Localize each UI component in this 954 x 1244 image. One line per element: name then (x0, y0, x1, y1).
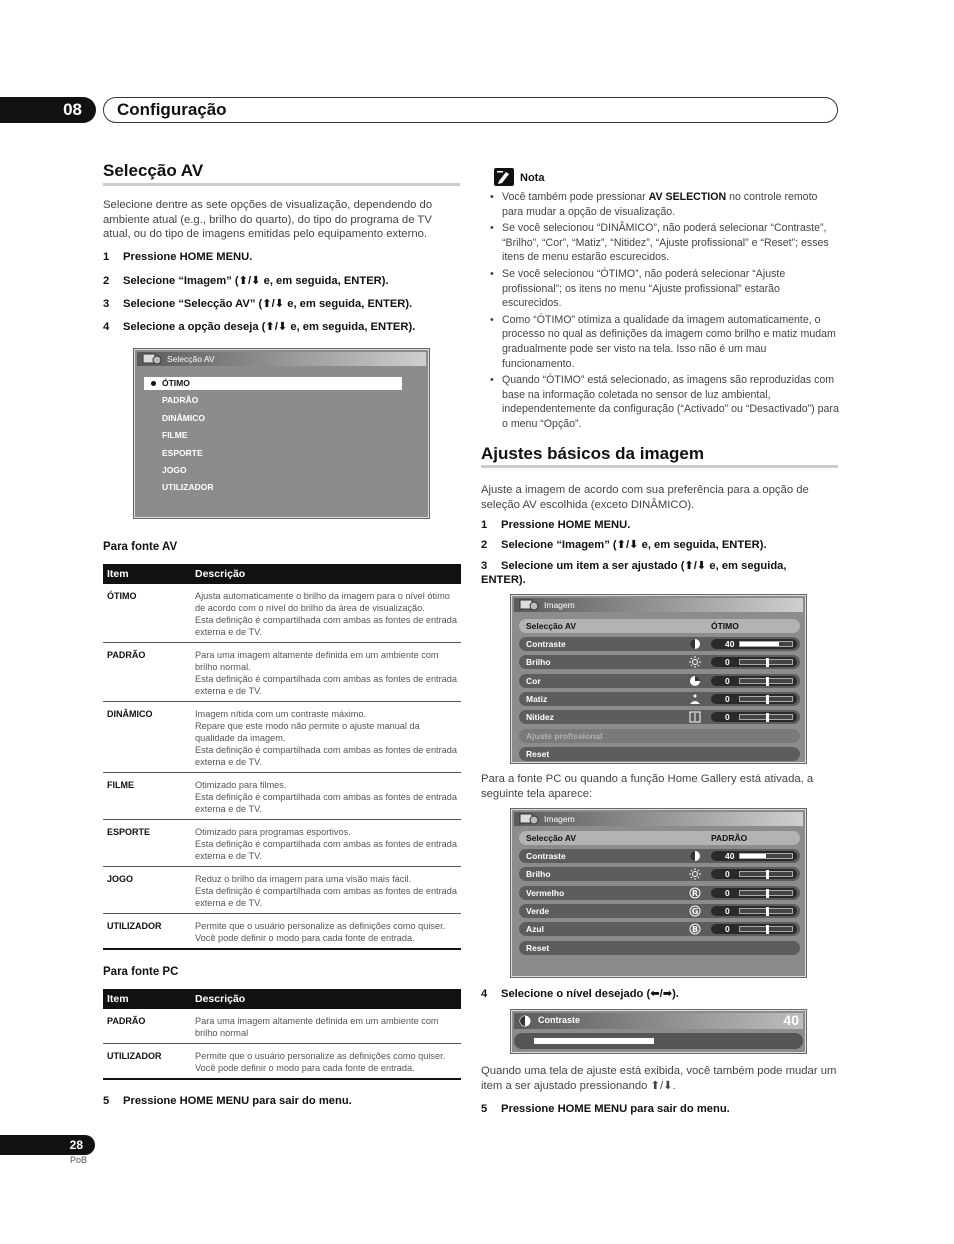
adjust-value: 0 (725, 712, 730, 723)
row-desc: Para uma imagem altamente definida em um ambiente com brilho normal (191, 1009, 461, 1044)
picture-menu-screen (510, 594, 807, 764)
adjust-row-verde[interactable] (519, 904, 800, 918)
contrast-icon (519, 1015, 531, 1027)
adjust-row-brilho[interactable] (519, 655, 800, 669)
adjust-row-contraste[interactable] (519, 637, 800, 651)
left-step-5: 5 Pressione HOME MENU para sair do menu. (103, 1095, 352, 1107)
adjust-row-label: Brilho (526, 869, 551, 880)
brightness-icon (689, 656, 701, 668)
adjust-value: 40 (783, 1012, 799, 1028)
table-row (103, 702, 461, 773)
adjust-bar (739, 678, 793, 684)
left-step-3 (103, 297, 463, 311)
step-number: 1 (103, 251, 110, 263)
pc-picture-menu-screen (510, 808, 807, 978)
right-step-1 (481, 518, 821, 532)
adjust-row-label: Cor (526, 675, 541, 686)
col-desc: Descrição (191, 564, 461, 584)
adjust-bar (739, 890, 793, 896)
note-text: Se você selecionou “ÓTIMO”, não poderá selecionar “Ajuste profissional”; os itens no menu “Ajuste profissional” estarão escurecidos. (502, 267, 786, 310)
note-item (490, 221, 840, 265)
screen-title-bar (514, 812, 803, 826)
row-item: DINÂMICO (103, 702, 191, 773)
settings-menu-icon (519, 599, 539, 611)
table-row (103, 584, 461, 643)
note-text: Quando “ÓTIMO” está selecionado, as imagens são reproduzidas com base na informação coletada no sensor de luz ambiental, independentemente da configuração (“Activado” ou “Desactivado”) para o menu “Opção”. (502, 374, 839, 430)
av-menu-item[interactable] (144, 464, 187, 477)
after-text: Quando uma tela de ajuste está exibida, você também pode mudar um item a ser ajustado pressionando ⬆/⬇. (481, 1065, 837, 1092)
av-selection-row[interactable]: Selecção AV PADRÃO (519, 831, 800, 845)
step-number: 1 (481, 519, 488, 531)
adjust-title-bar (514, 1013, 803, 1029)
table-row (103, 1009, 461, 1044)
step-text: Pressione HOME MENU. (123, 251, 253, 263)
adjust-row-label: Nitidez (526, 712, 554, 723)
adjust-bar (739, 871, 793, 877)
note-item (490, 190, 840, 219)
row-item: FILME (103, 773, 191, 820)
av-menu-item[interactable] (144, 481, 213, 494)
r-icon (689, 887, 701, 899)
section-title-av: Selecção AV (103, 161, 204, 180)
step-number: 3 (103, 298, 110, 310)
svg-text:B: B (691, 925, 699, 935)
note-pencil-icon (494, 168, 514, 186)
row-desc: Permite que o usuário personalize as definições como quiser. Você pode definir o modo para cada fonte de entrada. (191, 914, 461, 950)
tint-icon (689, 693, 701, 705)
adjust-bar-marker (766, 677, 769, 686)
adjust-bar-marker (766, 713, 769, 722)
row-item: UTILIZADOR (103, 914, 191, 950)
screen-title: Imagem (544, 600, 575, 610)
av-menu-item[interactable] (144, 412, 205, 425)
adjust-row-label: Brilho (526, 657, 551, 668)
av-menu-screen (133, 348, 430, 519)
adjust-value: 40 (725, 639, 735, 649)
screen-title: Selecção AV (167, 354, 215, 364)
step-text: Selecione um item a ser ajustado (⬆/⬇ e, em seguida, ENTER). (481, 560, 787, 586)
screen-title-bar (514, 598, 803, 612)
av-menu-item-label: ESPORTE (162, 447, 203, 458)
pc-table-heading: Para fonte PC (103, 966, 179, 978)
contrast-adjust-screen (510, 1009, 807, 1054)
row-desc: Reduz o brilho da imagem para uma visão mais fácil. Esta definição é compartilhada com ambas as fontes de entrada externa e de TV. (191, 867, 461, 914)
adjust-bar-marker (766, 907, 769, 916)
av-menu-item-label: JOGO (162, 465, 187, 475)
pc-table (103, 989, 461, 1080)
av-menu-item[interactable] (144, 429, 188, 442)
section-title-basic: Ajustes básicos da imagem (481, 444, 704, 463)
menu-row-0[interactable] (519, 941, 800, 955)
step-number: 4 (103, 321, 110, 333)
step-number: 2 (103, 275, 110, 287)
step-text: Selecione “Selecção AV” (⬆/⬇ e, em seguida, ENTER). (123, 298, 413, 310)
note-label: Nota (520, 172, 545, 184)
sharpness-icon (689, 711, 701, 723)
adjust-slider-track[interactable] (514, 1033, 803, 1049)
adjust-row-label: Verde (526, 905, 550, 916)
right-step-2 (481, 538, 821, 552)
right-step-5: 5 Pressione HOME MENU para sair do menu. (481, 1103, 730, 1115)
note-text: Se você selecionou “DINÂMICO”, não poderá selecionar “Contraste”, “Brilho”, “Cor”, “Matiz”, “Nitidez”, “Ajuste profissional” e “Reset”; esses itens de menu estarão escurecidos. (502, 222, 829, 264)
av-table-heading: Para fonte AV (103, 541, 178, 553)
adjust-label: Contraste (538, 1015, 581, 1025)
adjust-bar-marker (766, 695, 769, 704)
adjust-bar-fill (740, 854, 766, 858)
step-number: 3 (481, 560, 488, 572)
adjust-value: 0 (725, 693, 730, 704)
adjust-row-label: Contraste (526, 851, 566, 861)
adjust-bar (739, 659, 793, 665)
row-desc: Ajusta automaticamente o brilho da imagem para o nível ótimo de acordo com o nível do brilho da área de visualização. Esta definição é compartilhada com ambas as fontes de entrada externa e de TV. (191, 584, 461, 643)
adjust-bar-marker (766, 889, 769, 898)
note-text: Como “ÓTIMO” otimiza a qualidade da imagem automaticamente, o processo no qual as definições da imagem como brilho e matiz mudam gradualmente pode ser visto na tela. Isso não é um mau funcionamento. (502, 313, 836, 370)
left-step-4 (103, 320, 463, 334)
col-item: Item (103, 564, 191, 584)
av-selection-row[interactable]: Selecção AV ÓTIMO (519, 619, 800, 633)
adjust-bar (739, 714, 793, 720)
adjust-value: 40 (725, 851, 735, 861)
adjust-bar-marker (766, 870, 769, 879)
note-item (490, 313, 840, 371)
adjust-row-brilho[interactable] (519, 867, 800, 881)
note-bold: AV SELECTION (648, 191, 727, 203)
row-item: ESPORTE (103, 820, 191, 867)
row-desc: Para uma imagem altamente definida em um ambiente com brilho normal. Esta definição é compartilhada com ambas as fontes de entrada externa e de TV. (191, 643, 461, 702)
adjust-row-label: Vermelho (526, 887, 565, 898)
row-item: PADRÃO (103, 1009, 191, 1044)
pc-intro: Para a fonte PC ou quando a função Home Gallery está ativada, a seguinte tela aparece: (481, 773, 814, 800)
step-number: 2 (481, 539, 488, 551)
contrast-icon (689, 638, 701, 650)
color-icon (689, 675, 701, 687)
adjust-value: 0 (725, 905, 730, 916)
menu-row-label: Reset (526, 942, 550, 953)
adjust-slider-fill (534, 1038, 654, 1044)
menu-row-1[interactable] (519, 747, 800, 761)
adjust-bar (739, 696, 793, 702)
av-menu-item[interactable] (144, 377, 402, 390)
adjust-bar-marker (766, 658, 769, 667)
basic-intro: Ajuste a imagem de acordo com sua preferência para a opção de seleção AV escolhida (exceto DINÂMICO). (481, 484, 809, 511)
adjust-row-matiz[interactable] (519, 692, 800, 706)
step-text: Selecione “Imagem” (⬆/⬇ e, em seguida, ENTER). (501, 539, 767, 551)
chapter-number: 08 (0, 97, 96, 123)
av-menu-item-label: DINÂMICO (162, 412, 205, 423)
screen-title-bar (137, 352, 426, 366)
adjust-value: 0 (725, 924, 730, 935)
adjust-row-contraste[interactable] (519, 849, 800, 863)
chapter-title: Configuração (103, 97, 838, 123)
table-row (103, 820, 461, 867)
page-language: PoB (70, 1155, 88, 1165)
settings-menu-icon (142, 353, 162, 365)
adjust-row-label: Contraste (526, 639, 566, 649)
step-text: Selecione “Imagem” (⬆/⬇ e, em seguida, ENTER). (123, 275, 389, 287)
row-item: ÓTIMO (103, 584, 191, 643)
av-menu-item-label: UTILIZADOR (162, 482, 214, 493)
table-row (103, 1044, 461, 1080)
adjust-bar (739, 926, 793, 932)
menu-row-label: Ajuste profissional (526, 730, 603, 741)
av-intro: Selecione dentre as sete opções de visualização, dependendo do ambiente atual (e.g., brilho do quarto), do tipo do programa de TV atual, ou do tipo de imagens emitidas pelo equipamento externo. (103, 199, 433, 241)
row-item: PADRÃO (103, 643, 191, 702)
adjust-bar (739, 908, 793, 914)
row-desc: Otimizado para filmes. Esta definição é compartilhada com ambas as fontes de entrada externa e de TV. (191, 773, 461, 820)
table-row (103, 914, 461, 950)
right-step-3 (481, 559, 821, 587)
page-number: 28 (0, 1135, 95, 1155)
note-item (490, 267, 840, 311)
adjust-bar (739, 641, 793, 647)
note-item (490, 373, 840, 431)
adjust-bar-fill (740, 642, 779, 646)
note-list (490, 190, 840, 434)
left-step-2 (103, 274, 463, 288)
b-icon (689, 923, 701, 935)
av-menu-item-label: FILME (162, 430, 188, 441)
row-desc: Otimizado para programas esportivos. Esta definição é compartilhada com ambas as fontes de entrada externa e de TV. (191, 820, 461, 867)
adjust-value: 0 (725, 657, 730, 668)
menu-row-label: Reset (526, 748, 550, 759)
row-desc: Permite que o usuário personalize as definições como quiser. Você pode definir o modo para cada fonte de entrada. (191, 1044, 461, 1080)
adjust-row-cor[interactable] (519, 674, 800, 688)
g-icon (689, 905, 701, 917)
adjust-value: 0 (725, 869, 730, 880)
av-menu-item-label: ÓTIMO (162, 378, 190, 388)
col-item: Item (103, 989, 191, 1009)
table-row (103, 773, 461, 820)
section-rule (481, 465, 838, 468)
row-item: JOGO (103, 867, 191, 914)
adjust-value: 0 (725, 887, 730, 898)
screen-title: Imagem (544, 814, 575, 824)
av-menu-item-label: PADRÃO (162, 395, 199, 406)
av-menu-item[interactable] (144, 447, 203, 460)
section-rule (103, 183, 460, 186)
step-text: Selecione a opção deseja (⬆/⬇ e, em seguida, ENTER). (123, 321, 416, 333)
row-desc: Imagem nítida com um contraste máximo. Repare que este modo não permite o ajuste manual da qualidade da imagem. Esta definição é compartilhada com ambas as fontes de entrada externa e de TV. (191, 702, 461, 773)
contrast-icon (689, 850, 701, 862)
step-text: Pressione HOME MENU. (501, 519, 631, 531)
note-text: no controle remoto para mudar a opção de visualização. (502, 191, 818, 218)
av-menu-item[interactable] (144, 394, 198, 407)
svg-text:R: R (691, 888, 699, 898)
adjust-row-label: Azul (526, 924, 544, 935)
selected-bullet-icon (151, 381, 156, 386)
right-step-4: 4 Selecione o nível desejado (⬅/➡). (481, 988, 679, 1000)
adjust-row-azul[interactable] (519, 922, 800, 936)
table-row (103, 643, 461, 702)
adjust-value: 0 (725, 675, 730, 686)
adjust-row-nitidez[interactable] (519, 710, 800, 724)
table-row (103, 867, 461, 914)
av-table (103, 564, 461, 950)
adjust-bar-marker (766, 925, 769, 934)
adjust-row-label: Matiz (526, 693, 548, 704)
svg-text:G: G (691, 906, 699, 916)
left-step-1 (103, 250, 463, 264)
menu-row-0[interactable] (519, 729, 800, 743)
adjust-bar (739, 853, 793, 859)
col-desc: Descrição (191, 989, 461, 1009)
adjust-row-vermelho[interactable] (519, 886, 800, 900)
row-item: UTILIZADOR (103, 1044, 191, 1080)
settings-menu-icon (519, 813, 539, 825)
brightness-icon (689, 868, 701, 880)
note-text: Você também pode pressionar (502, 191, 649, 203)
